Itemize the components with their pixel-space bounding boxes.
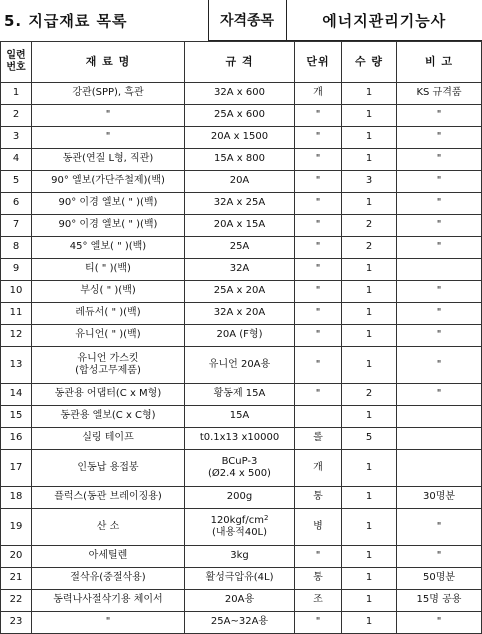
cell-note: " [397, 193, 482, 215]
cell-no: 14 [1, 384, 32, 406]
cell-spec [185, 215, 295, 237]
cell-spec [185, 149, 295, 171]
cell-spec-line: (내용적40L) [211, 527, 268, 538]
cell-note: " [397, 612, 482, 634]
column-header-unit: 단위 [295, 42, 342, 83]
cell-spec [185, 384, 295, 406]
cell-no: 21 [1, 568, 32, 590]
cell-name-line: " [105, 616, 111, 628]
column-header-no-line1: 일련 [6, 50, 26, 61]
column-header-spec: 규 격 [185, 42, 295, 83]
cell-no: 3 [1, 127, 32, 149]
cell-spec-line [185, 515, 294, 528]
cell-note: 15명 공용 [397, 590, 482, 612]
cell-spec-line: 20A x 15A [213, 219, 266, 231]
cell-qty: 1 [342, 450, 397, 487]
cell-unit: " [295, 127, 342, 149]
cell-note: " [397, 325, 482, 347]
cell-note: KS 규격품 [397, 83, 482, 105]
table-row [1, 105, 482, 127]
cell-no: 13 [1, 347, 32, 384]
cell-name [32, 303, 185, 325]
cell-note: " [397, 384, 482, 406]
cell-name-line: 유니언( " )(백) [75, 329, 141, 341]
cell-note: 50명분 [397, 568, 482, 590]
cell-name [32, 193, 185, 215]
cell-no: 11 [1, 303, 32, 325]
cell-spec [185, 487, 295, 509]
cell-name-line: 동력나사절삭기용 체이서 [53, 594, 163, 606]
cell-no: 8 [1, 237, 32, 259]
cell-name [32, 546, 185, 568]
cell-name-line: 산 소 [96, 520, 120, 532]
cell-unit: 개 [295, 450, 342, 487]
table-row [1, 215, 482, 237]
column-header-no [1, 42, 32, 83]
cell-spec [185, 406, 295, 428]
cell-note [397, 428, 482, 450]
cell-name [32, 171, 185, 193]
cell-spec [185, 281, 295, 303]
cell-spec-line: 32A x 20A [213, 307, 266, 319]
table-row [1, 259, 482, 281]
cell-unit: 조 [295, 590, 342, 612]
cell-name [32, 590, 185, 612]
cell-name [32, 487, 185, 509]
cell-no: 19 [1, 509, 32, 546]
table-row [1, 568, 482, 590]
cell-unit: 통 [295, 568, 342, 590]
cell-name [32, 83, 185, 105]
column-header-qty: 수 량 [342, 42, 397, 83]
cell-spec-line: 32A x 25A [213, 197, 266, 209]
cell-name-line: 동관(연질 L형, 직관) [62, 153, 154, 165]
spec-value: 120kgf/cm [210, 514, 264, 526]
table-row [1, 303, 482, 325]
cell-spec-line: t0.1x13 x10000 [199, 432, 280, 444]
cell-no: 16 [1, 428, 32, 450]
cell-name-line: 티( " )(백) [85, 263, 131, 275]
cell-name-line: 강관(SPP), 흑관 [72, 87, 144, 99]
cell-spec-line: BCuP-3 [221, 455, 258, 467]
cell-unit: " [295, 149, 342, 171]
cell-unit: " [295, 347, 342, 384]
cell-spec-line: 32A x 600 [214, 87, 265, 99]
cell-name [32, 450, 185, 487]
table-row [1, 384, 482, 406]
cell-qty: 1 [342, 259, 397, 281]
cell-qty: 1 [342, 281, 397, 303]
cell-qty: 2 [342, 237, 397, 259]
cell-qty: 1 [342, 612, 397, 634]
cell-name-line: 동관용 엘보(C x C형) [60, 410, 156, 422]
table-row [1, 127, 482, 149]
cell-qty: 1 [342, 590, 397, 612]
cell-name-line: 레듀서( " )(백) [75, 307, 141, 319]
cell-no: 22 [1, 590, 32, 612]
cell-qty: 1 [342, 83, 397, 105]
cell-unit: 롤 [295, 428, 342, 450]
cell-unit: " [295, 193, 342, 215]
cell-note: " [397, 509, 482, 546]
cell-note: " [397, 171, 482, 193]
table-header-row [1, 42, 482, 83]
cell-unit: " [295, 612, 342, 634]
cell-qty: 1 [342, 127, 397, 149]
table-row [1, 171, 482, 193]
cell-name-line: 인동납 용접봉 [77, 461, 139, 473]
cell-spec-line: 3kg [230, 550, 249, 562]
cell-name [32, 281, 185, 303]
cell-note: " [397, 281, 482, 303]
column-header-note: 비 고 [397, 42, 482, 83]
cell-note [397, 450, 482, 487]
cell-spec [185, 83, 295, 105]
cell-name [32, 406, 185, 428]
category-label: 자격종목 [208, 0, 286, 41]
cell-name [32, 509, 185, 546]
cell-qty: 1 [342, 509, 397, 546]
table-row [1, 428, 482, 450]
cell-name-line: 실링 테이프 [82, 432, 134, 444]
cell-note: " [397, 149, 482, 171]
cell-no: 17 [1, 450, 32, 487]
cell-spec-line: 32A [229, 263, 250, 275]
cell-name [32, 215, 185, 237]
cell-spec [185, 546, 295, 568]
cell-name-line: " [105, 109, 111, 121]
cell-unit: " [295, 259, 342, 281]
cell-name [32, 612, 185, 634]
cell-qty: 1 [342, 487, 397, 509]
document-header [0, 0, 482, 41]
cell-spec-line: 황동제 15A [213, 388, 266, 400]
cell-qty: 1 [342, 325, 397, 347]
cell-name-line: 절삭유(중절삭용) [70, 572, 146, 584]
table-row [1, 406, 482, 428]
cell-no: 18 [1, 487, 32, 509]
cell-unit: " [295, 237, 342, 259]
cell-unit: " [295, 171, 342, 193]
cell-qty: 1 [342, 105, 397, 127]
cell-qty: 1 [342, 347, 397, 384]
column-header-no-line2: 번호 [6, 62, 26, 73]
cell-spec-line: 20A [229, 175, 250, 187]
cell-unit: " [295, 325, 342, 347]
cell-name-line: 아세틸렌 [88, 550, 128, 562]
cell-spec-line: 25A [229, 241, 250, 253]
table-row [1, 193, 482, 215]
cell-name-line: 동관용 어댑터(C x M형) [54, 388, 162, 400]
cell-no: 2 [1, 105, 32, 127]
table-row [1, 612, 482, 634]
cell-spec [185, 590, 295, 612]
table-row [1, 83, 482, 105]
spec-superscript: 2 [263, 513, 269, 522]
table-row [1, 347, 482, 384]
cell-spec [185, 568, 295, 590]
cell-name [32, 347, 185, 384]
cell-name-line: 플럭스(동관 브레이징용) [54, 491, 162, 503]
cell-qty: 1 [342, 568, 397, 590]
cell-spec-line: 25A x 600 [214, 109, 265, 121]
cell-spec-line: 25A x 20A [213, 285, 266, 297]
cell-spec-line: 15A [229, 410, 250, 422]
cell-name [32, 325, 185, 347]
table-row [1, 487, 482, 509]
cell-spec [185, 428, 295, 450]
cell-spec-line: 20A (F형) [216, 329, 263, 341]
table-row [1, 237, 482, 259]
cell-name [32, 428, 185, 450]
cell-no: 15 [1, 406, 32, 428]
column-header-name: 재 료 명 [32, 42, 185, 83]
cell-spec [185, 193, 295, 215]
cell-name-line: 90° 이경 엘보( " )(백) [58, 219, 158, 231]
cell-unit: " [295, 281, 342, 303]
cell-spec [185, 105, 295, 127]
cell-qty: 1 [342, 406, 397, 428]
cell-name [32, 127, 185, 149]
cell-name-line: 90° 엘보(가단주철제)(백) [51, 175, 165, 187]
cell-name [32, 105, 185, 127]
cell-unit: 개 [295, 83, 342, 105]
cell-no: 1 [1, 83, 32, 105]
cell-spec [185, 237, 295, 259]
cell-unit: " [295, 546, 342, 568]
materials-table [0, 41, 482, 634]
cell-no: 10 [1, 281, 32, 303]
cell-spec [185, 450, 295, 487]
cell-note [397, 259, 482, 281]
cell-qty: 2 [342, 215, 397, 237]
cell-unit: 병 [295, 509, 342, 546]
cell-note: 30명분 [397, 487, 482, 509]
cell-qty: 3 [342, 171, 397, 193]
cell-name-line: 부싱( " )(백) [80, 285, 136, 297]
cell-spec-line: 유니언 20A용 [208, 358, 271, 370]
cell-qty: 2 [342, 384, 397, 406]
cell-no: 4 [1, 149, 32, 171]
cell-name-line: 90° 이경 엘보( " )(백) [58, 197, 158, 209]
cell-qty: 1 [342, 546, 397, 568]
cell-name [32, 568, 185, 590]
cell-no: 7 [1, 215, 32, 237]
cell-qty: 1 [342, 193, 397, 215]
table-row [1, 450, 482, 487]
cell-no: 6 [1, 193, 32, 215]
cell-unit [295, 406, 342, 428]
job-name: 에너지관리기능사 [286, 0, 482, 41]
section-title: 5. 지급재료 목록 [4, 11, 128, 30]
cell-name [32, 259, 185, 281]
table-row [1, 590, 482, 612]
cell-unit: " [295, 215, 342, 237]
cell-note: " [397, 105, 482, 127]
table-row [1, 509, 482, 546]
table-row [1, 546, 482, 568]
cell-spec-line: 25A~32A용 [210, 616, 269, 628]
cell-spec [185, 127, 295, 149]
cell-unit: " [295, 105, 342, 127]
cell-no: 12 [1, 325, 32, 347]
cell-qty: 1 [342, 303, 397, 325]
cell-spec [185, 325, 295, 347]
cell-name [32, 384, 185, 406]
cell-note: " [397, 347, 482, 384]
cell-spec-line: 활성극압유(4L) [205, 572, 274, 584]
cell-name-line: " [105, 131, 111, 143]
cell-spec [185, 171, 295, 193]
table-row [1, 149, 482, 171]
cell-no: 20 [1, 546, 32, 568]
cell-spec-line: 200g [226, 491, 253, 503]
cell-qty: 5 [342, 428, 397, 450]
cell-spec [185, 347, 295, 384]
cell-no: 23 [1, 612, 32, 634]
cell-spec-line: 20A x 1500 [210, 131, 269, 143]
cell-name-line: 유니언 가스킷 [77, 352, 139, 364]
cell-note [397, 406, 482, 428]
cell-no: 5 [1, 171, 32, 193]
cell-qty: 1 [342, 149, 397, 171]
cell-note: " [397, 303, 482, 325]
cell-name [32, 237, 185, 259]
cell-spec [185, 612, 295, 634]
cell-note: " [397, 546, 482, 568]
cell-unit: " [295, 384, 342, 406]
cell-note: " [397, 237, 482, 259]
table-body [1, 83, 482, 634]
cell-note: " [397, 215, 482, 237]
cell-note: " [397, 127, 482, 149]
cell-name-line: (합성고무제품) [75, 365, 141, 376]
cell-name-line: 45° 엘보( " )(백) [69, 241, 147, 253]
table-row [1, 325, 482, 347]
cell-spec [185, 259, 295, 281]
cell-spec [185, 509, 295, 546]
cell-spec-line: 15A x 800 [214, 153, 265, 165]
cell-spec-line: (Ø2.4 x 500) [208, 468, 271, 479]
cell-unit: " [295, 303, 342, 325]
table-row [1, 281, 482, 303]
cell-spec-line: 20A용 [224, 594, 255, 606]
cell-no: 9 [1, 259, 32, 281]
cell-spec [185, 303, 295, 325]
cell-name [32, 149, 185, 171]
cell-unit: 통 [295, 487, 342, 509]
